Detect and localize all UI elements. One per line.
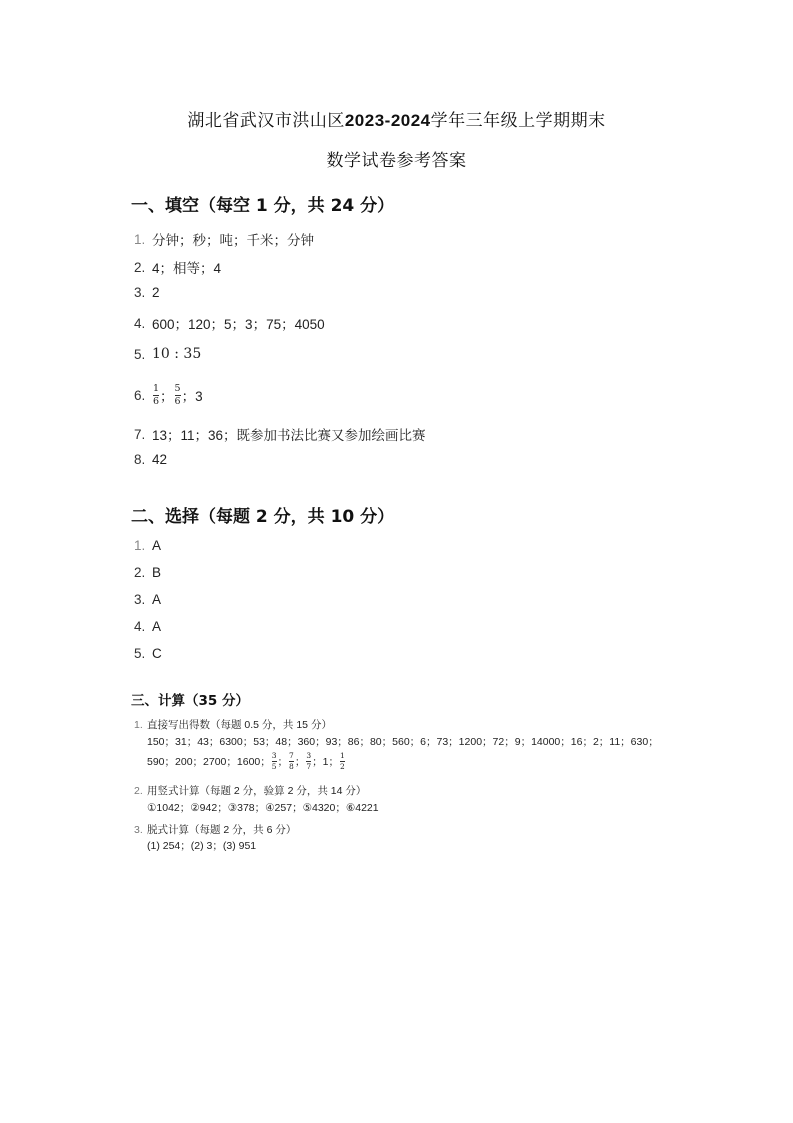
separator: ； <box>294 755 306 768</box>
denominator: 7 <box>306 761 312 771</box>
calc-label: 脱式计算（每题 2 分，共 6 分） <box>147 824 297 836</box>
answer-text: 10 : 35 <box>152 346 202 362</box>
answer-text: 4；相等；4 <box>152 261 222 276</box>
calc-item-1-label <box>134 717 332 732</box>
answer-text: B <box>152 565 162 580</box>
title-region: 湖北省武汉市洪山区 <box>187 111 345 131</box>
section2-heading: 二、选择（每题 2 分，共 10 分） <box>131 507 395 527</box>
answer-text: A <box>152 538 162 553</box>
title-year: 2023-2024 <box>344 111 431 130</box>
item-number: 2. <box>134 565 146 580</box>
fill-answer-4 <box>134 313 325 333</box>
calc-item-2-answers: ①1042；②942；③378；④257；⑤4320；⑥4221 <box>147 802 379 814</box>
fraction-five-sixths <box>175 384 181 406</box>
denominator: 8 <box>289 761 294 771</box>
item-number: 5. <box>134 646 146 661</box>
answer-text: 分钟；秒；吨；千米；分钟 <box>152 233 314 248</box>
fill-answer-8 <box>134 452 167 467</box>
numerator: 3 <box>271 751 277 760</box>
fraction-one-sixth <box>153 384 159 406</box>
item-number: 5. <box>134 346 146 362</box>
document-title-line1 <box>0 106 793 131</box>
calc-item-3-answers: (1) 254；(2) 3；(3) 951 <box>147 840 257 852</box>
choice-answer-1 <box>134 538 161 553</box>
numerator: 7 <box>289 751 294 760</box>
denominator: 2 <box>339 761 345 771</box>
fill-answer-3 <box>134 285 160 300</box>
calc-item-2-label <box>134 783 366 798</box>
fraction-seven-eighths <box>289 752 294 770</box>
numerator: 1 <box>339 751 345 760</box>
answer-tail: ；3 <box>181 389 203 404</box>
item-number: 7. <box>134 426 146 442</box>
calc-item-3-label <box>134 822 296 837</box>
section3-heading: 三、计算（35 分） <box>131 693 249 709</box>
choice-answer-5 <box>134 646 162 661</box>
answer-text: 13；11；36；既参加书法比赛又参加绘画比赛 <box>152 428 426 443</box>
denominator: 5 <box>271 761 277 771</box>
separator: ； <box>160 389 174 404</box>
fill-answer-6 <box>134 384 203 406</box>
item-number: 4. <box>134 315 146 331</box>
numerator: 1 <box>153 383 160 394</box>
denominator: 6 <box>174 395 181 407</box>
item-number: 1. <box>134 538 146 553</box>
calc-label: 直接写出得数（每题 0.5 分，共 15 分） <box>147 719 332 731</box>
answer-text: 2 <box>152 285 160 300</box>
item-number: 8. <box>134 452 146 467</box>
answer-text: A <box>152 592 162 607</box>
answer-text: C <box>152 646 162 661</box>
item-number: 1. <box>134 719 143 731</box>
choice-answer-4 <box>134 619 161 634</box>
denominator: 6 <box>153 395 160 407</box>
item-number: 4. <box>134 619 146 634</box>
item-number: 3. <box>134 824 143 836</box>
answer-values: 590；200；2700；1600； <box>147 755 271 768</box>
item-number: 2. <box>134 785 143 797</box>
choice-answer-2 <box>134 565 161 580</box>
answer-text: A <box>152 619 162 634</box>
fill-answer-2 <box>134 257 221 277</box>
answer-value: 1； <box>322 755 339 768</box>
document-title-line2: 数学试卷参考答案 <box>326 151 467 171</box>
title-term: 学年三年级上学期期末 <box>430 111 606 131</box>
calc-label: 用竖式计算（每题 2 分，验算 2 分，共 14 分） <box>147 785 367 797</box>
separator: ； <box>277 755 289 768</box>
item-number: 2. <box>134 259 146 275</box>
separator: ； <box>312 755 323 768</box>
choice-answer-3 <box>134 592 161 607</box>
calc-item-1-answers-line2 <box>147 752 346 770</box>
item-number: 6. <box>134 387 146 403</box>
answer-text: 600；120；5；3；75；4050 <box>152 317 325 332</box>
item-number: 3. <box>134 592 146 607</box>
item-number: 3. <box>134 285 146 300</box>
item-number: 1. <box>134 231 146 247</box>
fill-answer-7 <box>134 424 426 444</box>
numerator: 5 <box>174 383 181 394</box>
fraction-three-sevenths <box>306 752 311 770</box>
fraction-three-fifths <box>272 752 277 770</box>
fill-answer-5 <box>134 346 201 362</box>
fill-answer-1 <box>134 229 314 249</box>
calc-item-1-answers-line1: 150；31；43；6300；53；48；360；93；86；80；560；6；73；1200；72；9；14000；16；2；11；630； <box>147 736 659 748</box>
section1-heading: 一、填空（每空 1 分，共 24 分） <box>131 196 395 216</box>
fraction-one-half <box>340 752 345 770</box>
answer-text: 42 <box>152 452 168 467</box>
numerator: 3 <box>306 751 312 760</box>
